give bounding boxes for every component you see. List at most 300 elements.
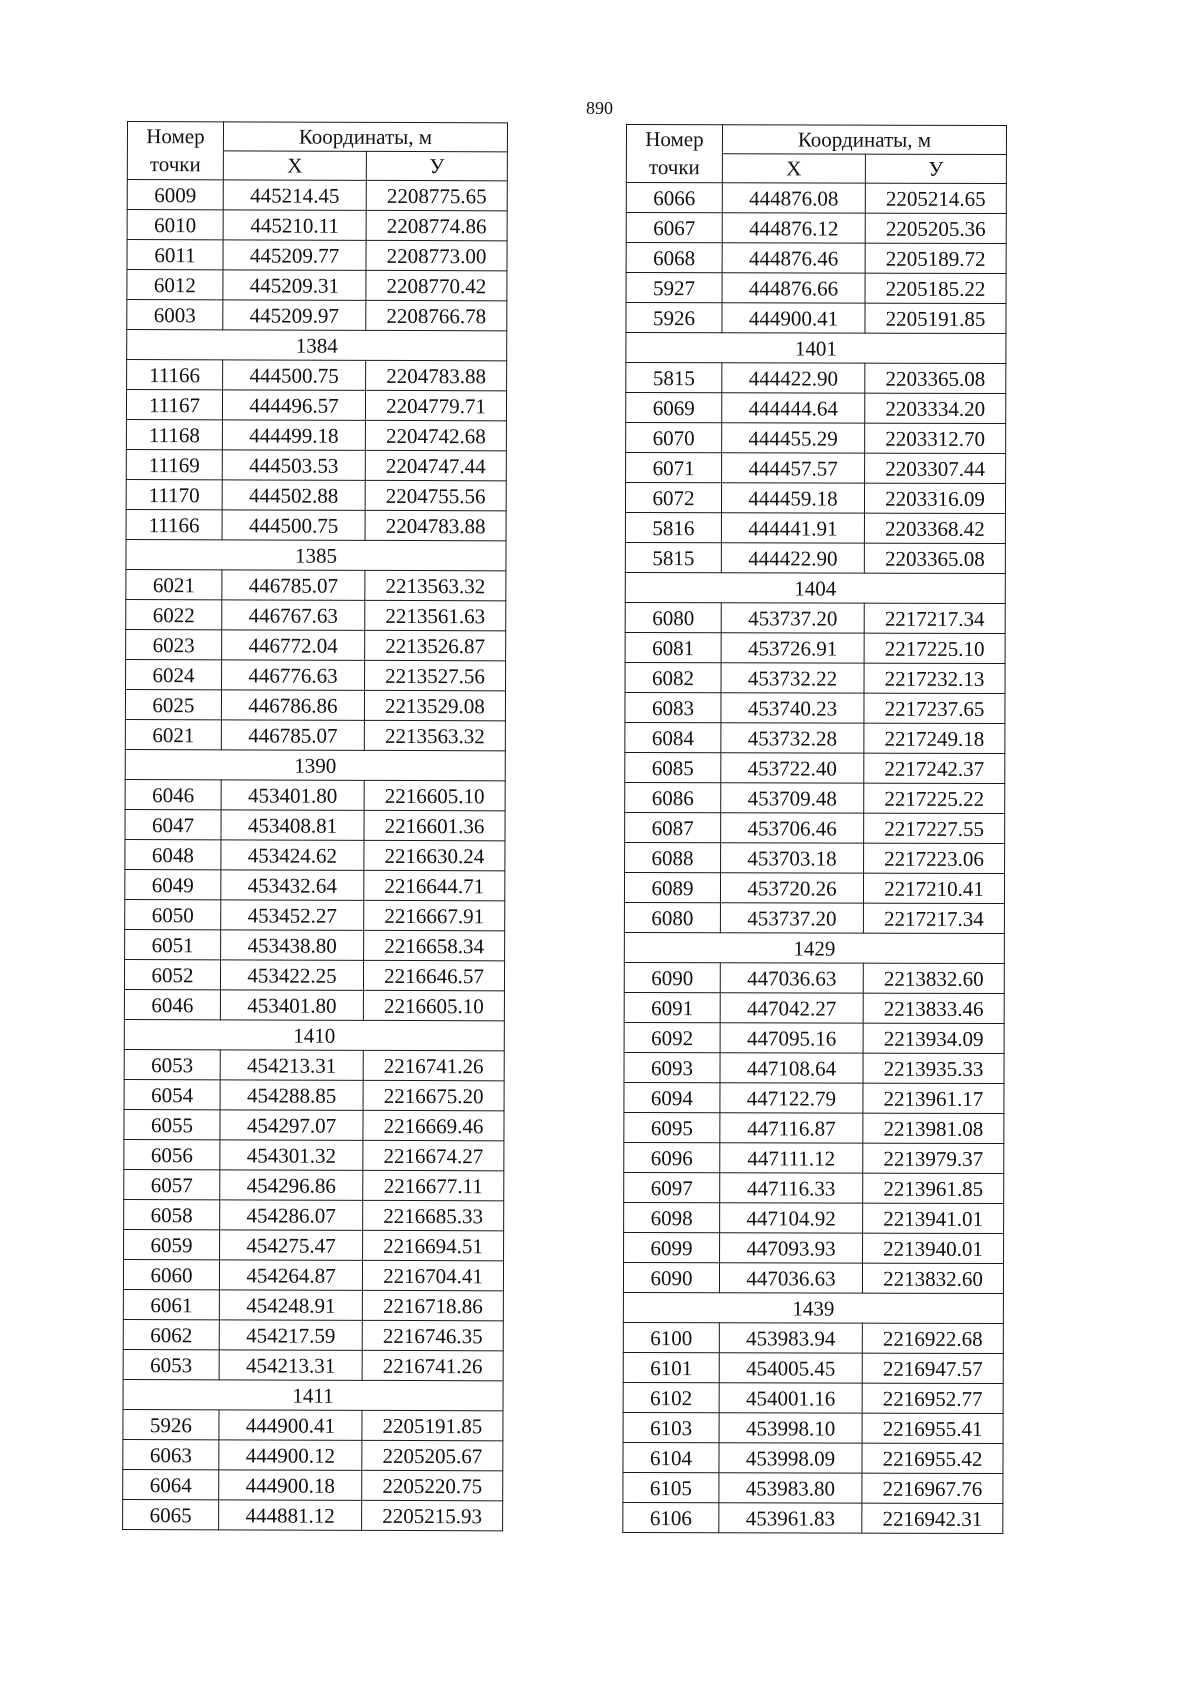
y-coordinate-cell: 2216601.36 xyxy=(364,810,505,840)
y-coordinate-cell: 2205220.75 xyxy=(362,1470,503,1500)
x-coordinate-cell: 453961.83 xyxy=(719,1503,862,1533)
table-row xyxy=(624,1022,1004,1053)
point-number-cell: 6021 xyxy=(126,569,222,599)
table-row xyxy=(623,1442,1003,1473)
table-row xyxy=(625,542,1005,573)
x-coordinate-cell: 454005.45 xyxy=(719,1353,862,1383)
x-coordinate-cell: 445209.31 xyxy=(223,270,366,300)
point-number-cell: 6025 xyxy=(125,689,221,719)
table-row xyxy=(626,183,1006,214)
x-coordinate-cell: 444900.41 xyxy=(219,1410,362,1440)
header-row-top xyxy=(626,125,1006,155)
x-coordinate-cell: 445209.77 xyxy=(223,240,366,270)
y-coordinate-cell: 2217242.37 xyxy=(864,753,1005,783)
table-row xyxy=(625,483,1005,514)
y-coordinate-cell: 2204783.88 xyxy=(365,510,506,540)
y-coordinate-cell: 2203334.20 xyxy=(865,393,1006,423)
y-coordinate-cell: 2205185.22 xyxy=(865,273,1006,303)
point-number-cell: 5815 xyxy=(625,542,721,572)
table-row xyxy=(625,602,1005,633)
y-coordinate-cell: 2216644.71 xyxy=(364,870,505,900)
point-number-header xyxy=(127,122,223,151)
section-label: 1410 xyxy=(124,1019,504,1050)
point-number-cell: 6060 xyxy=(123,1259,219,1289)
point-number-cell: 6071 xyxy=(626,453,722,483)
section-row xyxy=(624,932,1004,963)
section-row xyxy=(625,572,1005,603)
y-coordinate-cell: 2216674.27 xyxy=(363,1140,504,1170)
table-row xyxy=(127,300,507,331)
point-number-cell: 6048 xyxy=(125,839,221,869)
y-coordinate-cell: 2205215.93 xyxy=(362,1500,503,1530)
point-number-cell: 6094 xyxy=(624,1082,720,1112)
x-coordinate-cell: 447122.79 xyxy=(720,1083,863,1113)
y-coordinate-cell: 2213981.08 xyxy=(863,1113,1004,1143)
y-coordinate-cell: 2205205.67 xyxy=(362,1440,503,1470)
point-number-cell: 6096 xyxy=(624,1142,720,1172)
section-label: 1429 xyxy=(624,932,1004,963)
y-coordinate-cell: 2217217.34 xyxy=(864,603,1005,633)
point-number-cell: 6049 xyxy=(125,869,221,899)
point-number-cell: 6022 xyxy=(126,599,222,629)
x-coordinate-cell: 453737.20 xyxy=(720,903,863,933)
point-number-cell: 6046 xyxy=(125,779,221,809)
point-number-cell: 6104 xyxy=(623,1442,719,1472)
point-number-cell: 6011 xyxy=(127,240,223,270)
y-coordinate-cell: 2217227.55 xyxy=(864,813,1005,843)
point-number-cell: 6069 xyxy=(626,393,722,423)
table-row xyxy=(626,393,1006,424)
point-number-cell: 6058 xyxy=(124,1199,220,1229)
point-number-cell: 6059 xyxy=(124,1229,220,1259)
point-number-cell: 6056 xyxy=(124,1139,220,1169)
x-coordinate-cell: 444900.41 xyxy=(722,303,865,333)
point-number-cell: 6098 xyxy=(624,1202,720,1232)
x-coordinate-cell: 447104.92 xyxy=(720,1203,863,1233)
section-label: 1390 xyxy=(125,749,505,780)
y-coordinate-cell: 2217232.13 xyxy=(864,663,1005,693)
x-coordinate-cell: 444422.90 xyxy=(721,543,864,573)
table-row xyxy=(126,569,506,600)
table-row xyxy=(126,390,506,421)
point-number-cell: 6105 xyxy=(623,1472,719,1502)
x-coordinate-cell: 444500.75 xyxy=(223,360,366,390)
point-number-cell: 6100 xyxy=(623,1322,719,1352)
x-coordinate-cell: 444459.18 xyxy=(721,483,864,513)
x-coordinate-cell: 444441.91 xyxy=(721,513,864,543)
point-number-cell: 6010 xyxy=(127,210,223,240)
y-coordinate-cell: 2216955.42 xyxy=(862,1443,1003,1473)
table-row xyxy=(124,959,504,990)
y-coordinate-cell: 2204779.71 xyxy=(365,390,506,420)
y-coordinate-cell: 2216605.10 xyxy=(364,780,505,810)
x-coordinate-cell: 453452.27 xyxy=(221,900,364,930)
x-coordinate-cell: 453401.80 xyxy=(220,990,363,1020)
y-coordinate-cell: 2217223.06 xyxy=(864,843,1005,873)
x-coordinate-cell: 454288.85 xyxy=(220,1080,363,1110)
point-number-cell: 6080 xyxy=(625,602,721,632)
x-header: X xyxy=(223,151,366,180)
point-number-cell: 6080 xyxy=(624,902,720,932)
table-row xyxy=(125,779,505,810)
coordinates-header: Координаты, м xyxy=(223,122,507,152)
table-row xyxy=(124,1169,504,1200)
y-coordinate-cell: 2213940.01 xyxy=(863,1233,1004,1263)
x-coordinate-cell: 453737.20 xyxy=(721,603,864,633)
y-coordinate-cell: 2205214.65 xyxy=(865,183,1006,213)
page-number: 890 xyxy=(586,98,613,118)
x-coordinate-cell: 444457.57 xyxy=(722,453,865,483)
table-row xyxy=(625,752,1005,783)
y-coordinate-cell: 2208774.86 xyxy=(366,210,507,240)
table-row xyxy=(626,243,1006,274)
x-coordinate-cell: 453740.23 xyxy=(721,693,864,723)
table-row xyxy=(123,1499,503,1530)
table-row xyxy=(123,1349,503,1380)
table-row xyxy=(624,1172,1004,1203)
x-coordinate-cell: 446785.07 xyxy=(221,720,364,750)
x-coordinate-cell: 453408.81 xyxy=(221,810,364,840)
table-row xyxy=(126,449,506,480)
y-coordinate-cell: 2213561.63 xyxy=(365,600,506,630)
x-coordinate-cell: 454301.32 xyxy=(220,1140,363,1170)
section-label: 1384 xyxy=(127,330,507,361)
table-row xyxy=(624,1202,1004,1233)
x-coordinate-cell: 453998.10 xyxy=(719,1413,862,1443)
point-number-cell: 6021 xyxy=(125,719,221,749)
section-row xyxy=(623,1292,1003,1323)
table-row xyxy=(125,839,505,870)
point-number-cell: 6054 xyxy=(124,1079,220,1109)
table-row xyxy=(125,929,505,960)
table-row xyxy=(124,1229,504,1260)
y-coordinate-cell: 2216658.34 xyxy=(364,930,505,960)
point-number-cell: 6050 xyxy=(125,899,221,929)
y-coordinate-cell: 2213832.60 xyxy=(862,1263,1003,1293)
y-coordinate-cell: 2217225.22 xyxy=(864,783,1005,813)
table-row xyxy=(123,1289,503,1320)
y-coordinate-cell: 2216667.91 xyxy=(364,900,505,930)
x-coordinate-cell: 445209.97 xyxy=(223,300,366,330)
table-row xyxy=(623,1352,1003,1383)
header-row-top xyxy=(127,122,507,152)
table-row xyxy=(626,213,1006,244)
point-number-cell: 6046 xyxy=(124,989,220,1019)
table-row xyxy=(124,1079,504,1110)
table-row xyxy=(626,273,1006,304)
y-coordinate-cell: 2203312.70 xyxy=(865,423,1006,453)
x-coordinate-cell: 446785.07 xyxy=(222,570,365,600)
point-number-cell: 6051 xyxy=(125,929,221,959)
point-number-cell: 11170 xyxy=(126,479,222,509)
section-label: 1439 xyxy=(623,1292,1003,1323)
x-coordinate-cell: 453424.62 xyxy=(221,840,364,870)
x-coordinate-cell: 454286.07 xyxy=(220,1200,363,1230)
y-coordinate-cell: 2216677.11 xyxy=(363,1170,504,1200)
x-coordinate-cell: 453703.18 xyxy=(721,843,864,873)
x-coordinate-cell: 454213.31 xyxy=(219,1350,362,1380)
table-row xyxy=(126,479,506,510)
point-number-cell: 6081 xyxy=(625,632,721,662)
y-coordinate-cell: 2216630.24 xyxy=(364,840,505,870)
y-coordinate-cell: 2216685.33 xyxy=(363,1200,504,1230)
y-coordinate-cell: 2213979.37 xyxy=(863,1143,1004,1173)
y-coordinate-cell: 2216704.41 xyxy=(362,1260,503,1290)
table-row xyxy=(624,1112,1004,1143)
y-header: У xyxy=(366,151,507,180)
coordinates-table-left xyxy=(122,121,508,1531)
section-row xyxy=(626,333,1006,364)
point-number-cell: 6106 xyxy=(623,1502,719,1532)
y-coordinate-cell: 2213563.32 xyxy=(364,720,505,750)
x-coordinate-cell: 453998.09 xyxy=(719,1443,862,1473)
x-coordinate-cell: 453732.28 xyxy=(721,723,864,753)
point-number-cell: 6024 xyxy=(126,659,222,689)
x-coordinate-cell: 446786.86 xyxy=(221,690,364,720)
table-row xyxy=(623,1322,1003,1353)
y-coordinate-cell: 2216922.68 xyxy=(862,1323,1003,1353)
y-coordinate-cell: 2203365.08 xyxy=(864,543,1005,573)
y-coordinate-cell: 2208766.78 xyxy=(366,300,507,330)
x-coordinate-cell: 444876.08 xyxy=(722,183,865,213)
x-coordinate-cell: 447111.12 xyxy=(720,1143,863,1173)
x-coordinate-cell: 454296.86 xyxy=(220,1170,363,1200)
y-coordinate-cell: 2213941.01 xyxy=(863,1203,1004,1233)
point-number-cell: 6064 xyxy=(123,1469,219,1499)
y-coordinate-cell: 2213529.08 xyxy=(364,690,505,720)
point-number-cell: 6103 xyxy=(623,1412,719,1442)
x-coordinate-cell: 444422.90 xyxy=(722,363,865,393)
table-row xyxy=(625,692,1005,723)
table-row xyxy=(127,360,507,391)
section-label: 1385 xyxy=(126,539,506,570)
table-row xyxy=(625,513,1005,544)
point-number-cell: 6085 xyxy=(625,752,721,782)
y-coordinate-cell: 2216942.31 xyxy=(862,1503,1003,1533)
point-number-header-line2: точки xyxy=(626,154,722,183)
y-coordinate-cell: 2216952.77 xyxy=(862,1383,1003,1413)
section-row xyxy=(124,1019,504,1050)
section-row xyxy=(127,330,507,361)
point-number-cell: 11169 xyxy=(126,449,222,479)
point-number-header-line1: Номер xyxy=(146,123,205,149)
point-number-cell: 6086 xyxy=(625,782,721,812)
x-coordinate-cell: 444502.88 xyxy=(222,480,365,510)
point-number-header xyxy=(626,125,722,154)
x-coordinate-cell: 454297.07 xyxy=(220,1110,363,1140)
table-row xyxy=(126,659,506,690)
x-coordinate-cell: 444876.66 xyxy=(722,273,865,303)
y-coordinate-cell: 2203368.42 xyxy=(864,513,1005,543)
point-number-cell: 6091 xyxy=(624,992,720,1022)
y-coordinate-cell: 2208775.65 xyxy=(366,180,507,210)
point-number-cell: 6065 xyxy=(123,1499,219,1529)
table-row xyxy=(125,899,505,930)
table-row xyxy=(127,210,507,241)
point-number-cell: 6101 xyxy=(623,1352,719,1382)
x-coordinate-cell: 453438.80 xyxy=(221,930,364,960)
x-coordinate-cell: 447116.87 xyxy=(720,1113,863,1143)
table-body-right xyxy=(623,125,1007,1534)
y-coordinate-cell: 2217217.34 xyxy=(863,903,1004,933)
x-coordinate-cell: 454217.59 xyxy=(219,1320,362,1350)
point-number-cell: 11167 xyxy=(126,390,222,420)
table-row xyxy=(126,599,506,630)
point-number-cell: 6057 xyxy=(124,1169,220,1199)
x-coordinate-cell: 453432.64 xyxy=(221,870,364,900)
table-row xyxy=(125,869,505,900)
point-number-cell: 6023 xyxy=(126,629,222,659)
y-coordinate-cell: 2216646.57 xyxy=(363,960,504,990)
x-coordinate-cell: 447036.63 xyxy=(720,963,863,993)
y-coordinate-cell: 2213961.85 xyxy=(863,1173,1004,1203)
table-row xyxy=(625,782,1005,813)
table-row xyxy=(126,419,506,450)
point-number-cell: 6097 xyxy=(624,1172,720,1202)
point-number-cell: 6063 xyxy=(123,1439,219,1469)
point-number-cell: 6072 xyxy=(625,483,721,513)
x-coordinate-cell: 444444.64 xyxy=(722,393,865,423)
table-row xyxy=(126,629,506,660)
point-number-cell: 6087 xyxy=(625,812,721,842)
point-number-cell: 6093 xyxy=(624,1052,720,1082)
table-row xyxy=(624,1082,1004,1113)
table-row xyxy=(127,180,507,211)
point-number-cell: 6095 xyxy=(624,1112,720,1142)
y-header: У xyxy=(865,154,1006,183)
point-number-cell: 5927 xyxy=(626,273,722,303)
x-coordinate-cell: 454001.16 xyxy=(719,1383,862,1413)
x-coordinate-cell: 453422.25 xyxy=(220,960,363,990)
table-row xyxy=(623,1502,1003,1533)
table-row xyxy=(625,812,1005,843)
point-number-cell: 6088 xyxy=(625,842,721,872)
table-row xyxy=(624,1052,1004,1083)
point-number-cell: 6092 xyxy=(624,1022,720,1052)
x-coordinate-cell: 447108.64 xyxy=(720,1053,863,1083)
y-coordinate-cell: 2217210.41 xyxy=(863,873,1004,903)
table-row xyxy=(124,989,504,1020)
point-number-cell: 6053 xyxy=(124,1049,220,1079)
y-coordinate-cell: 2204755.56 xyxy=(365,480,506,510)
point-number-cell: 6070 xyxy=(626,423,722,453)
x-coordinate-cell: 454264.87 xyxy=(219,1260,362,1290)
point-number-cell: 6009 xyxy=(127,180,223,210)
y-coordinate-cell: 2213527.56 xyxy=(365,660,506,690)
section-label: 1411 xyxy=(123,1379,503,1410)
x-coordinate-cell: 447036.63 xyxy=(719,1263,862,1293)
table-row xyxy=(125,689,505,720)
point-number-cell: 5816 xyxy=(625,513,721,543)
table-row xyxy=(125,809,505,840)
x-coordinate-cell: 454248.91 xyxy=(219,1290,362,1320)
x-coordinate-cell: 446776.63 xyxy=(222,660,365,690)
point-number-cell: 6083 xyxy=(625,692,721,722)
header-row-bottom xyxy=(626,154,1006,184)
y-coordinate-cell: 2216741.26 xyxy=(363,1050,504,1080)
x-coordinate-cell: 453722.40 xyxy=(721,753,864,783)
point-number-header-line2: точки xyxy=(127,151,223,180)
point-number-cell: 6090 xyxy=(624,962,720,992)
y-coordinate-cell: 2213934.09 xyxy=(863,1023,1004,1053)
point-number-cell: 6003 xyxy=(127,300,223,330)
x-coordinate-cell: 446767.63 xyxy=(222,600,365,630)
x-coordinate-cell: 444900.12 xyxy=(219,1440,362,1470)
point-number-cell: 6012 xyxy=(127,270,223,300)
table-row xyxy=(125,719,505,750)
y-coordinate-cell: 2216741.26 xyxy=(362,1350,503,1380)
table-row xyxy=(624,962,1004,993)
table-row xyxy=(624,1232,1004,1263)
x-coordinate-cell: 453706.46 xyxy=(721,813,864,843)
y-coordinate-cell: 2213961.17 xyxy=(863,1083,1004,1113)
section-row xyxy=(123,1379,503,1410)
x-coordinate-cell: 454275.47 xyxy=(220,1230,363,1260)
table-row xyxy=(127,270,507,301)
y-coordinate-cell: 2204742.68 xyxy=(365,420,506,450)
table-row xyxy=(124,1139,504,1170)
coordinates-header: Координаты, м xyxy=(722,125,1006,155)
x-coordinate-cell: 444496.57 xyxy=(222,390,365,420)
table-row xyxy=(123,1259,503,1290)
y-coordinate-cell: 2203365.08 xyxy=(865,363,1006,393)
table-row xyxy=(623,1262,1003,1293)
y-coordinate-cell: 2216947.57 xyxy=(862,1353,1003,1383)
x-header: X xyxy=(722,154,865,183)
table-row xyxy=(623,1382,1003,1413)
table-row xyxy=(624,1142,1004,1173)
x-coordinate-cell: 453732.22 xyxy=(721,663,864,693)
table-row xyxy=(126,509,506,540)
table-row xyxy=(123,1409,503,1440)
point-number-cell: 6047 xyxy=(125,809,221,839)
section-label: 1404 xyxy=(625,572,1005,603)
point-number-cell: 6066 xyxy=(626,183,722,213)
y-coordinate-cell: 2204747.44 xyxy=(365,450,506,480)
x-coordinate-cell: 447093.93 xyxy=(720,1233,863,1263)
y-coordinate-cell: 2203316.09 xyxy=(864,483,1005,513)
header-row-bottom xyxy=(127,151,507,181)
y-coordinate-cell: 2216967.76 xyxy=(862,1473,1003,1503)
y-coordinate-cell: 2213563.32 xyxy=(365,570,506,600)
x-coordinate-cell: 444876.12 xyxy=(722,213,865,243)
point-number-cell: 6062 xyxy=(123,1319,219,1349)
y-coordinate-cell: 2213935.33 xyxy=(863,1053,1004,1083)
x-coordinate-cell: 444499.18 xyxy=(222,420,365,450)
x-coordinate-cell: 447042.27 xyxy=(720,993,863,1023)
y-coordinate-cell: 2217237.65 xyxy=(864,693,1005,723)
y-coordinate-cell: 2216718.86 xyxy=(362,1290,503,1320)
y-coordinate-cell: 2216605.10 xyxy=(363,990,504,1020)
table-row xyxy=(626,303,1006,334)
y-coordinate-cell: 2205191.85 xyxy=(362,1410,503,1440)
point-number-cell: 5815 xyxy=(626,363,722,393)
point-number-cell: 6082 xyxy=(625,662,721,692)
point-number-cell: 6068 xyxy=(626,243,722,273)
coordinates-table-right xyxy=(622,124,1007,1534)
section-row xyxy=(125,749,505,780)
y-coordinate-cell: 2216746.35 xyxy=(362,1320,503,1350)
table-row xyxy=(625,632,1005,663)
table-row xyxy=(123,1469,503,1500)
x-coordinate-cell: 453983.94 xyxy=(719,1323,862,1353)
section-row xyxy=(126,539,506,570)
point-number-cell: 6089 xyxy=(624,872,720,902)
y-coordinate-cell: 2213832.60 xyxy=(863,963,1004,993)
y-coordinate-cell: 2217249.18 xyxy=(864,723,1005,753)
y-coordinate-cell: 2208773.00 xyxy=(366,240,507,270)
point-number-cell: 6090 xyxy=(623,1262,719,1292)
